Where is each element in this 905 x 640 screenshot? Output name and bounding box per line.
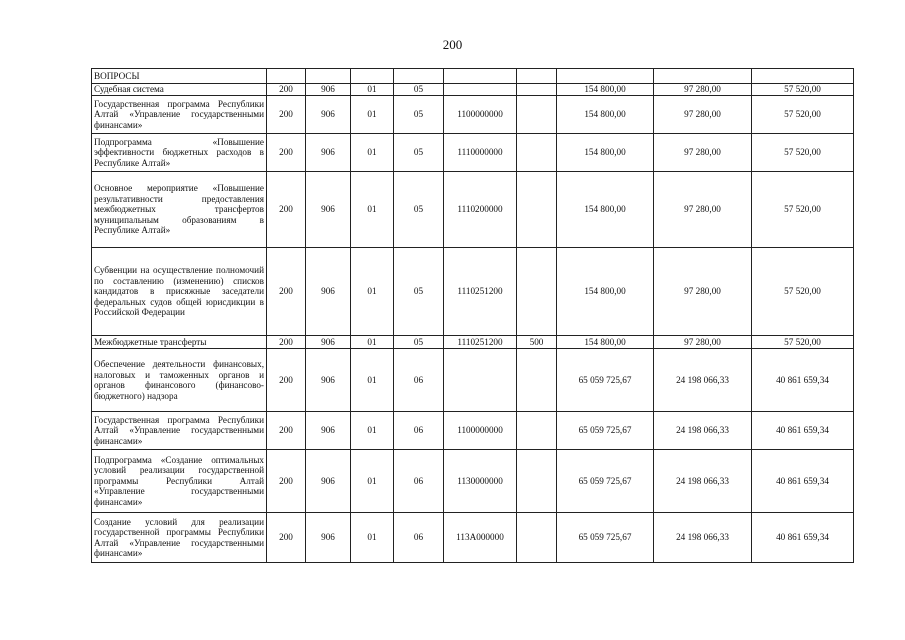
- row-name: Государственная программа Республики Алтай «Управление государственными финансами»: [92, 96, 267, 134]
- cell-ved: 906: [306, 96, 351, 134]
- cell-ved: 906: [306, 450, 351, 513]
- cell-amount-3: 57 520,00: [752, 248, 854, 336]
- table-row: [92, 69, 854, 84]
- cell-expense-type: [517, 84, 557, 96]
- cell-rz: 01: [351, 248, 394, 336]
- cell-target-code: 1130000000: [444, 450, 517, 513]
- row-name: Основное мероприятие «Повышение результативности предоставления межбюджетных трансфертов муниципальным образованиям в Республике Алтай»: [92, 172, 267, 248]
- cell-ved: 906: [306, 513, 351, 563]
- cell-rz: [351, 69, 394, 84]
- cell-rz: 01: [351, 134, 394, 172]
- cell-amount-2: 24 198 066,33: [654, 349, 752, 412]
- cell-gr: 200: [267, 134, 306, 172]
- cell-ved: 906: [306, 349, 351, 412]
- table-row: [92, 412, 854, 450]
- row-name: Обеспечение деятельности финансовых, налоговых и таможенных органов и органов финансового (финансово-бюджетного) надзора: [92, 349, 267, 412]
- cell-rz: 01: [351, 450, 394, 513]
- cell-target-code: [444, 69, 517, 84]
- cell-amount-1: 154 800,00: [557, 172, 654, 248]
- cell-amount-3: 40 861 659,34: [752, 450, 854, 513]
- table-row: [92, 96, 854, 134]
- cell-amount-1: 154 800,00: [557, 248, 654, 336]
- cell-amount-2: 97 280,00: [654, 336, 752, 349]
- page-number: 200: [442, 37, 463, 52]
- cell-expense-type: [517, 412, 557, 450]
- cell-pr: 05: [394, 84, 444, 96]
- cell-expense-type: [517, 349, 557, 412]
- row-name: Межбюджетные трансферты: [92, 336, 267, 349]
- cell-amount-3: 57 520,00: [752, 336, 854, 349]
- cell-amount-2: 97 280,00: [654, 248, 752, 336]
- cell-target-code: [444, 84, 517, 96]
- cell-amount-1: 65 059 725,67: [557, 349, 654, 412]
- cell-amount-1: 65 059 725,67: [557, 412, 654, 450]
- cell-amount-3: 40 861 659,34: [752, 513, 854, 563]
- cell-gr: 200: [267, 450, 306, 513]
- cell-rz: 01: [351, 412, 394, 450]
- table-row: [92, 450, 854, 513]
- cell-target-code: 113А000000: [444, 513, 517, 563]
- cell-rz: 01: [351, 84, 394, 96]
- cell-rz: 01: [351, 336, 394, 349]
- cell-gr: 200: [267, 84, 306, 96]
- cell-amount-1: 65 059 725,67: [557, 513, 654, 563]
- cell-target-code: 1110251200: [444, 336, 517, 349]
- cell-pr: 06: [394, 513, 444, 563]
- cell-expense-type: [517, 96, 557, 134]
- budget-table: [91, 68, 854, 563]
- cell-amount-2: 97 280,00: [654, 84, 752, 96]
- cell-expense-type: [517, 513, 557, 563]
- cell-gr: 200: [267, 513, 306, 563]
- cell-amount-2: 24 198 066,33: [654, 412, 752, 450]
- cell-expense-type: [517, 450, 557, 513]
- cell-amount-3: 57 520,00: [752, 96, 854, 134]
- cell-ved: [306, 69, 351, 84]
- row-name: Субвенции на осуществление полномочий по составлению (изменению) списков кандидатов в присяжные заседатели федеральных судов общей юрисдикции в Российской Федерации: [92, 248, 267, 336]
- cell-amount-3: 40 861 659,34: [752, 412, 854, 450]
- cell-amount-3: 40 861 659,34: [752, 349, 854, 412]
- cell-expense-type: [517, 248, 557, 336]
- cell-amount-2: 24 198 066,33: [654, 513, 752, 563]
- cell-rz: 01: [351, 349, 394, 412]
- table-row: [92, 336, 854, 349]
- cell-pr: 06: [394, 412, 444, 450]
- cell-ved: 906: [306, 84, 351, 96]
- cell-rz: 01: [351, 172, 394, 248]
- table-row: [92, 248, 854, 336]
- cell-expense-type: [517, 172, 557, 248]
- row-name: Подпрограмма «Создание оптимальных условий реализации государственной программы Республики Алтай «Управление государственными финансами»: [92, 450, 267, 513]
- cell-expense-type: [517, 69, 557, 84]
- cell-target-code: 1100000000: [444, 96, 517, 134]
- cell-gr: 200: [267, 248, 306, 336]
- cell-pr: 05: [394, 248, 444, 336]
- cell-gr: 200: [267, 349, 306, 412]
- table-row: [92, 513, 854, 563]
- cell-amount-3: 57 520,00: [752, 172, 854, 248]
- cell-amount-3: 57 520,00: [752, 134, 854, 172]
- row-name: Судебная система: [92, 84, 267, 96]
- cell-amount-3: 57 520,00: [752, 84, 854, 96]
- cell-amount-3: [752, 69, 854, 84]
- cell-amount-1: 154 800,00: [557, 336, 654, 349]
- cell-pr: 05: [394, 134, 444, 172]
- cell-gr: 200: [267, 336, 306, 349]
- cell-target-code: 1110000000: [444, 134, 517, 172]
- cell-expense-type: [517, 134, 557, 172]
- table-row: [92, 134, 854, 172]
- cell-pr: 05: [394, 336, 444, 349]
- cell-pr: 05: [394, 96, 444, 134]
- cell-target-code: 1110200000: [444, 172, 517, 248]
- cell-gr: [267, 69, 306, 84]
- cell-amount-2: 97 280,00: [654, 96, 752, 134]
- cell-amount-2: [654, 69, 752, 84]
- cell-gr: 200: [267, 172, 306, 248]
- cell-target-code: 1110251200: [444, 248, 517, 336]
- cell-ved: 906: [306, 134, 351, 172]
- cell-ved: 906: [306, 172, 351, 248]
- cell-amount-2: 24 198 066,33: [654, 450, 752, 513]
- row-name: Государственная программа Республики Алтай «Управление государственными финансами»: [92, 412, 267, 450]
- cell-gr: 200: [267, 96, 306, 134]
- cell-amount-2: 97 280,00: [654, 172, 752, 248]
- cell-target-code: [444, 349, 517, 412]
- row-name: ВОПРОСЫ: [92, 69, 267, 84]
- row-name: Подпрограмма «Повышение эффективности бюджетных расходов в Республике Алтай»: [92, 134, 267, 172]
- cell-ved: 906: [306, 248, 351, 336]
- cell-expense-type: 500: [517, 336, 557, 349]
- cell-amount-1: 154 800,00: [557, 134, 654, 172]
- cell-pr: 06: [394, 349, 444, 412]
- cell-rz: 01: [351, 96, 394, 134]
- table-row: [92, 349, 854, 412]
- cell-amount-1: [557, 69, 654, 84]
- row-name: Создание условий для реализации государственной программы Республики Алтай «Управление государственными финансами»: [92, 513, 267, 563]
- cell-pr: 05: [394, 172, 444, 248]
- cell-rz: 01: [351, 513, 394, 563]
- cell-amount-1: 154 800,00: [557, 96, 654, 134]
- cell-target-code: 1100000000: [444, 412, 517, 450]
- cell-amount-2: 97 280,00: [654, 134, 752, 172]
- table-row: [92, 172, 854, 248]
- cell-gr: 200: [267, 412, 306, 450]
- cell-amount-1: 65 059 725,67: [557, 450, 654, 513]
- cell-amount-1: 154 800,00: [557, 84, 654, 96]
- cell-pr: 06: [394, 450, 444, 513]
- table-row: [92, 84, 854, 96]
- cell-pr: [394, 69, 444, 84]
- cell-ved: 906: [306, 412, 351, 450]
- cell-ved: 906: [306, 336, 351, 349]
